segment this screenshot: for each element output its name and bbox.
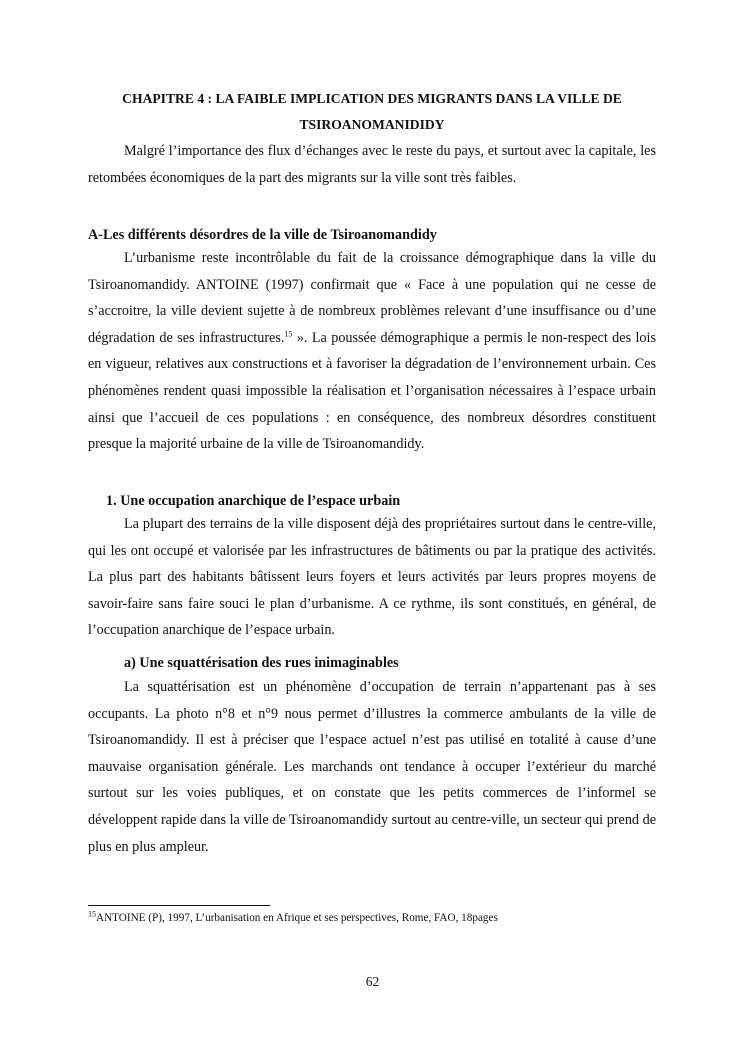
- footnote: [88, 910, 688, 926]
- section-a-text-before-note: L’urbanisme reste incontrôlable du fait de la croissance démographique dans la ville du Tsiroanomandidy. ANTOINE (1997) confirmait que « Face à une population qui ne cesse de s’accroitre, la ville devient sujette à de nombreux problèmes relevant d’une insuffisance ou d’une dégradation de ses infrastructures.: [88, 250, 656, 346]
- section-a-text-after-note: ». La poussée démographique a permis le non-respect des lois en vigueur, relatives aux constructions et à favoriser la dégradation de l’environnement urbain. Ces phénomènes rendent quasi impossible la réalisation et l’organisation nécessaires à l’espace urbain ainsi que l’accueil de ces populations : en conséquence, des nombreux désordres constituent presque la majorité urbaine de la ville de Tsiroanomandidy.: [88, 329, 656, 453]
- section-a-paragraph: [88, 245, 656, 458]
- subsection-1-heading: 1. Une occupation anarchique de l’espace urbain: [106, 493, 401, 509]
- footnote-text: ANTOINE (P), 1997, L’urbanisation en Afrique et ses perspectives, Rome, FAO, 18pages: [96, 912, 498, 924]
- footnote-number: 15: [88, 909, 96, 919]
- subsection-a-paragraph: La squattérisation est un phénomène d’occupation de terrain n’appartenant pas à ses occupants. La photo n°8 et n°9 nous permet d’illustres la commerce ambulants de la ville de Tsiroanomandidy. Il est à préciser que l’espace actuel n’est pas utilisé en totalité à cause d’une mauvaise organisation générale. Les marchands ont tendance à occuper l’extérieur du marché surtout sur les voies publiques, et on constate que les petits commerces de l’informel se développent rapide dans la ville de Tsiroanomandidy surtout au centre-ville, un secteur qui prend de plus en plus ampleur.: [88, 679, 656, 855]
- footnote-separator: [88, 905, 270, 906]
- subsection-1-paragraph: La plupart des terrains de la ville disposent déjà des propriétaires surtout dans le centre-ville, qui les ont occupé et valorisée par les infrastructures de bâtiments ou par la pratique des activités. La plus part des habitants bâtissent leurs foyers et leurs activités par leurs propres moyens de savoir-faire sans faire souci le plan d’urbanisme. A ce rythme, ils sont constitués, en général, de l’occupation anarchique de l’espace urbain.: [88, 516, 656, 639]
- chapter-title: CHAPITRE 4 : LA FAIBLE IMPLICATION DES MIGRANTS DANS LA VILLE DE TSIROANOMANIDIDY: [122, 91, 622, 132]
- intro-paragraph: Malgré l’importance des flux d’échanges avec le reste du pays, et surtout avec la capitale, les retombées économiques de la part des migrants sur la ville sont très faibles.: [88, 143, 656, 186]
- section-a-heading: A-Les différents désordres de la ville de Tsiroanomandidy: [88, 227, 437, 243]
- footnote-reference: 15: [284, 329, 293, 339]
- subsection-a-heading: a) Une squattérisation des rues inimaginables: [124, 655, 399, 671]
- page-number: 62: [365, 974, 380, 989]
